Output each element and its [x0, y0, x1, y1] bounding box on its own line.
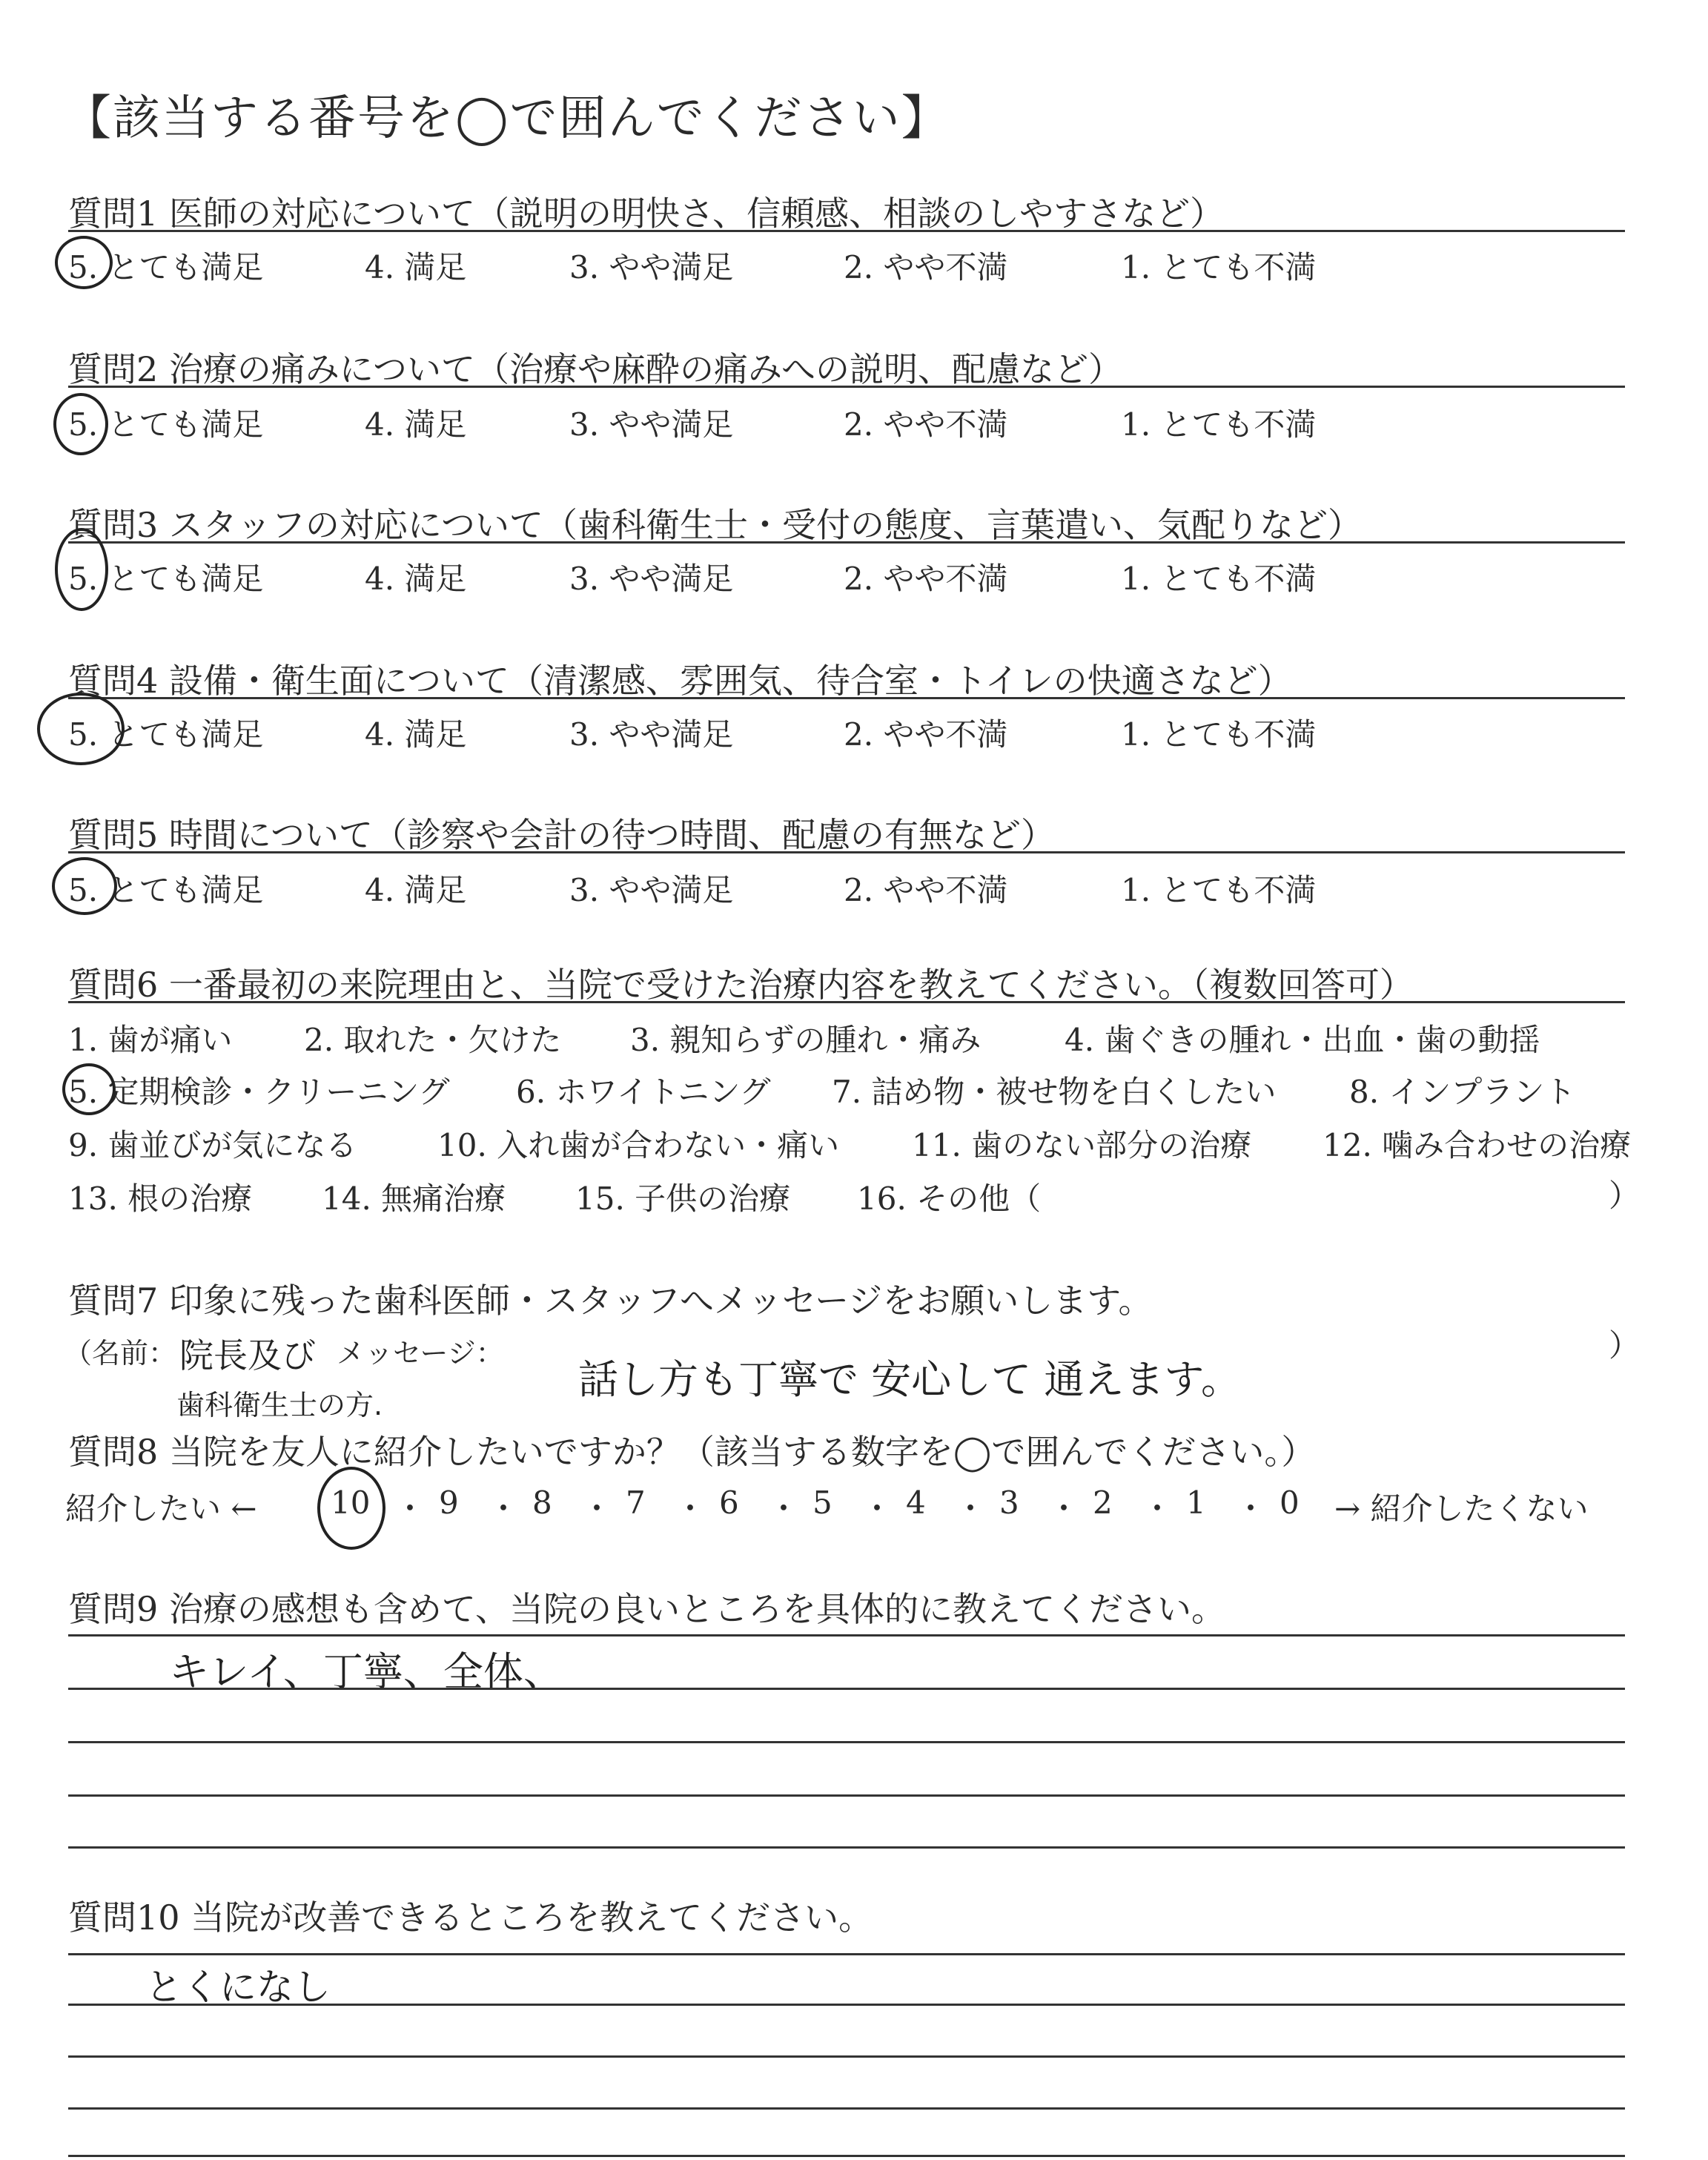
q6-item-11[interactable]: 11. 歯のない部分の治療 — [912, 1127, 1252, 1163]
q5-option-3[interactable]: 3. やや満足 — [569, 872, 734, 908]
q8-scale-5[interactable]: 5 — [812, 1484, 833, 1521]
q6-selection-circle — [62, 1063, 116, 1115]
question-10-label: 質問10 当院が改善できるところを教えてください。 — [68, 1898, 873, 1938]
q6-item-2[interactable]: 2. 取れた・欠けた — [304, 1022, 562, 1058]
q10-line-5 — [68, 2155, 1625, 2157]
q5-option-2[interactable]: 2. やや不満 — [844, 872, 1008, 908]
q1-option-1[interactable]: 1. とても不満 — [1121, 249, 1317, 285]
q1-selection-circle — [55, 236, 113, 289]
q9-line-5 — [68, 1846, 1625, 1849]
q5-option-1[interactable]: 1. とても不満 — [1121, 872, 1317, 908]
q6-item-8[interactable]: 8. インプラント — [1349, 1074, 1576, 1110]
q1-option-3[interactable]: 3. やや満足 — [569, 249, 734, 285]
q6-item-13[interactable]: 13. 根の治療 — [68, 1180, 253, 1217]
q8-scale-6[interactable]: 6 — [719, 1484, 739, 1521]
q8-dot: ・ — [1142, 1490, 1174, 1527]
q9-line-3 — [68, 1741, 1625, 1743]
q7-message-handwritten: 話し方も丁寧で 安心して 通えます。 — [578, 1356, 1242, 1403]
q1-option-2[interactable]: 2. やや不満 — [844, 249, 1008, 285]
q5-option-4[interactable]: 4. 満足 — [365, 872, 467, 908]
q10-line-2 — [68, 2004, 1625, 2006]
question-7-label: 質問7 印象に残った歯科医師・スタッフへメッセージをお願いします。 — [68, 1281, 1153, 1321]
q9-line-1 — [68, 1634, 1625, 1636]
question-8-label: 質問8 当院を友人に紹介したいですか？（該当する数字を◯で囲んでください。） — [68, 1432, 1316, 1472]
q4-selection-circle — [37, 693, 125, 765]
q4-option-1[interactable]: 1. とても不満 — [1121, 716, 1317, 753]
question-3-label: 質問3 スタッフの対応について（歯科衛生士・受付の態度、言葉遣い、気配りなど） — [68, 505, 1362, 545]
q4-option-2[interactable]: 2. やや不満 — [844, 716, 1008, 753]
q2-option-5[interactable]: 5. とても満足 — [68, 406, 264, 443]
question-5-rule — [68, 851, 1625, 853]
q8-dot: ・ — [1048, 1490, 1080, 1527]
q3-option-1[interactable]: 1. とても不満 — [1121, 561, 1317, 597]
q8-right-label: → 紹介したくない — [1334, 1490, 1589, 1527]
q8-scale-1[interactable]: 1 — [1186, 1484, 1206, 1521]
q8-dot: ・ — [488, 1490, 520, 1527]
q7-name-handwritten-2: 歯科衛生士の方. — [176, 1389, 383, 1421]
question-3-rule — [68, 541, 1625, 544]
question-4-label: 質問4 設備・衛生面について（清潔感、雰囲気、待合室・トイレの快適さなど） — [68, 661, 1292, 701]
q3-option-3[interactable]: 3. やや満足 — [569, 561, 734, 597]
q5-option-5[interactable]: 5. とても満足 — [68, 872, 264, 908]
q7-name-handwritten-1: 院長及び — [179, 1335, 316, 1375]
q6-item-16[interactable]: 16. その他（ — [857, 1180, 1042, 1217]
q8-scale-3[interactable]: 3 — [999, 1484, 1019, 1521]
q10-handwritten-answer: とくになし — [145, 1966, 331, 2009]
q6-item-3[interactable]: 3. 親知らずの腫れ・痛み — [630, 1022, 982, 1058]
question-6-label: 質問6 一番最初の来院理由と、当院で受けた治療内容を教えてください。（複数回答可） — [68, 965, 1414, 1005]
question-4-rule — [68, 697, 1625, 699]
q3-selection-circle — [55, 528, 108, 611]
q10-line-4 — [68, 2107, 1625, 2110]
q8-dot: ・ — [675, 1490, 706, 1527]
page-title: 【該当する番号を◯で囲んでください】 — [64, 91, 950, 146]
q3-option-4[interactable]: 4. 満足 — [365, 561, 467, 597]
q2-selection-circle — [53, 393, 108, 455]
q8-scale-7[interactable]: 7 — [626, 1484, 646, 1521]
q4-option-4[interactable]: 4. 満足 — [365, 716, 467, 753]
q8-selection-circle — [317, 1467, 385, 1550]
q7-close-paren: ） — [1609, 1327, 1641, 1364]
q7-message-label: メッセージ： — [337, 1337, 504, 1370]
question-1-label: 質問1 医師の対応について（説明の明快さ、信頼感、相談のしやすさなど） — [68, 194, 1225, 234]
q6-item-1[interactable]: 1. 歯が痛い — [68, 1022, 233, 1058]
q8-scale-2[interactable]: 2 — [1093, 1484, 1113, 1521]
q4-option-5[interactable]: 5. とても満足 — [68, 716, 264, 753]
question-2-rule — [68, 386, 1625, 388]
q6-item-10[interactable]: 10. 入れ歯が合わない・痛い — [437, 1127, 840, 1163]
q6-item-6[interactable]: 6. ホワイトニング — [516, 1074, 771, 1110]
q4-option-3[interactable]: 3. やや満足 — [569, 716, 734, 753]
question-2-label: 質問2 治療の痛みについて（治療や麻酔の痛みへの説明、配慮など） — [68, 349, 1123, 389]
q6-item-4[interactable]: 4. 歯ぐきの腫れ・出血・歯の動揺 — [1065, 1022, 1540, 1058]
q9-line-2 — [68, 1688, 1625, 1690]
q7-name-label: （名前： — [64, 1337, 177, 1370]
q6-item-9[interactable]: 9. 歯並びが気になる — [68, 1127, 357, 1163]
q8-dot: ・ — [394, 1490, 426, 1527]
q8-dot: ・ — [955, 1490, 987, 1527]
q9-line-4 — [68, 1794, 1625, 1797]
q3-option-5[interactable]: 5. とても満足 — [68, 561, 264, 597]
q8-scale-10[interactable]: 10 — [331, 1484, 371, 1521]
q1-option-5[interactable]: 5. とても満足 — [68, 249, 264, 285]
q2-option-2[interactable]: 2. やや不満 — [844, 406, 1008, 443]
q9-handwritten-answer: キレイ、丁寧、全体、 — [169, 1648, 563, 1695]
q8-scale-0[interactable]: 0 — [1280, 1484, 1300, 1521]
q2-option-1[interactable]: 1. とても不満 — [1121, 406, 1317, 443]
q5-selection-circle — [52, 857, 117, 915]
q8-left-label: 紹介したい ← — [65, 1490, 257, 1527]
q10-line-3 — [68, 2055, 1625, 2058]
q8-scale-9[interactable]: 9 — [439, 1484, 459, 1521]
q6-close-paren: ） — [1609, 1178, 1641, 1214]
q8-scale-4[interactable]: 4 — [906, 1484, 926, 1521]
q3-option-2[interactable]: 2. やや不満 — [844, 561, 1008, 597]
q8-dot: ・ — [861, 1490, 893, 1527]
question-1-rule — [68, 230, 1625, 232]
q2-option-4[interactable]: 4. 満足 — [365, 406, 467, 443]
q6-item-12[interactable]: 12. 噛み合わせの治療 — [1323, 1127, 1632, 1163]
q2-option-3[interactable]: 3. やや満足 — [569, 406, 734, 443]
q8-dot: ・ — [1235, 1490, 1267, 1527]
q6-item-14[interactable]: 14. 無痛治療 — [322, 1180, 506, 1217]
q6-item-5[interactable]: 5. 定期検診・クリーニング — [68, 1074, 450, 1110]
question-6-rule — [68, 1001, 1625, 1003]
q1-option-4[interactable]: 4. 満足 — [365, 249, 467, 285]
q6-item-7[interactable]: 7. 詰め物・被せ物を白くしたい — [832, 1074, 1277, 1110]
question-5-label: 質問5 時間について（診察や会計の待つ時間、配慮の有無など） — [68, 815, 1055, 855]
question-9-label: 質問9 治療の感想も含めて、当院の良いところを具体的に教えてください。 — [68, 1589, 1225, 1629]
q6-item-15[interactable]: 15. 子供の治療 — [575, 1180, 791, 1217]
q8-scale-8[interactable]: 8 — [532, 1484, 552, 1521]
q8-dot: ・ — [768, 1490, 800, 1527]
q8-dot: ・ — [581, 1490, 613, 1527]
q10-line-1 — [68, 1953, 1625, 1955]
